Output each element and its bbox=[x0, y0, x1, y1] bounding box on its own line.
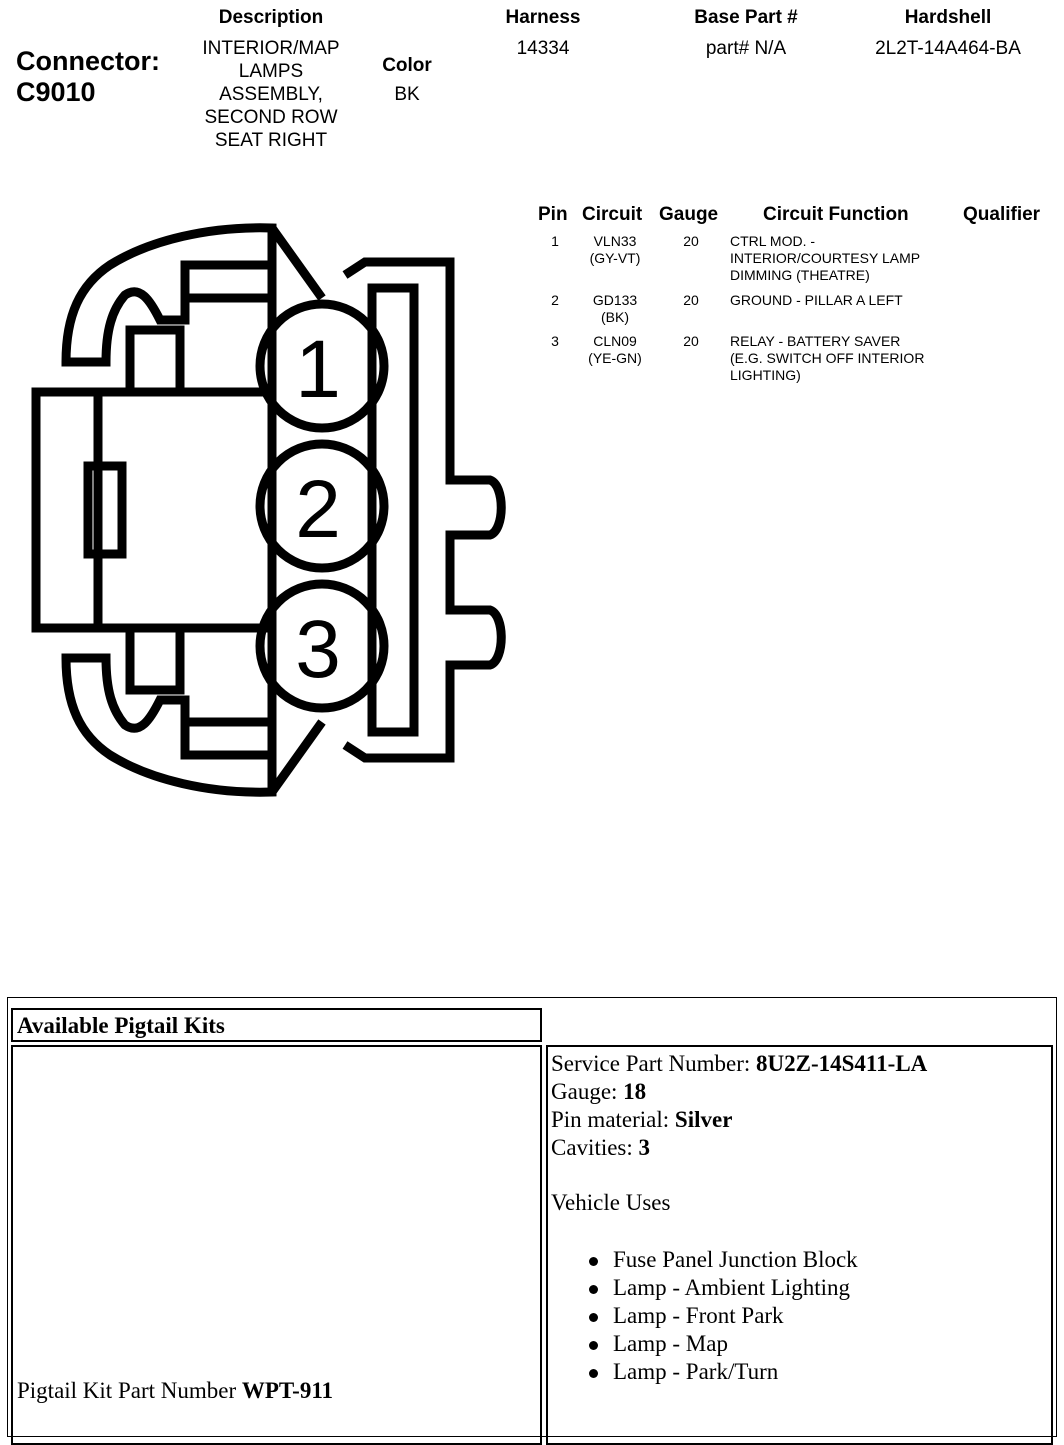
lower-lock-tab bbox=[130, 628, 180, 690]
row3-circuit bbox=[570, 333, 660, 367]
row1-function-line: INTERIOR/COURTESY LAMP bbox=[730, 250, 921, 266]
row1-circuit-line: VLN33 bbox=[593, 233, 637, 249]
pin-material-value: Silver bbox=[674, 1107, 733, 1132]
description-line: SECOND ROW bbox=[204, 107, 338, 128]
pigtail-details bbox=[548, 1047, 1051, 1386]
row1-pin: 1 bbox=[551, 233, 559, 249]
pigtail-title: Available Pigtail Kits bbox=[17, 1013, 225, 1038]
vehicle-use-text: Lamp - Park/Turn bbox=[613, 1359, 779, 1384]
row1-function-line: DIMMING (THEATRE) bbox=[730, 267, 870, 283]
pigtail-right-cell bbox=[546, 1045, 1053, 1445]
row3-function-line: RELAY - BATTERY SAVER bbox=[730, 333, 901, 349]
pin-label-1: 1 bbox=[295, 324, 341, 415]
kit-value: WPT-911 bbox=[241, 1378, 334, 1403]
description-line: INTERIOR/MAP bbox=[202, 38, 340, 59]
color-value: BK bbox=[394, 84, 420, 105]
row2-circuit-line: (BK) bbox=[601, 309, 629, 325]
col-qualifier-heading: Qualifier bbox=[963, 204, 1041, 225]
harness-value: 14334 bbox=[516, 38, 570, 59]
service-part-number bbox=[551, 1050, 1048, 1078]
row1-function bbox=[730, 233, 920, 284]
description-value bbox=[170, 37, 372, 152]
row2-gauge: 20 bbox=[683, 292, 699, 308]
gauge-line bbox=[551, 1078, 1048, 1106]
vehicle-use-item bbox=[551, 1246, 1048, 1274]
vehicle-use-text: Lamp - Front Park bbox=[613, 1303, 784, 1328]
pigtail-title-cell bbox=[11, 1008, 542, 1042]
bullet-icon bbox=[589, 1257, 598, 1266]
kit-label: Pigtail Kit Part Number bbox=[17, 1378, 242, 1403]
base-part-value: part# N/A bbox=[705, 38, 787, 59]
col-pin-heading: Pin bbox=[538, 204, 568, 225]
row3-function-line: (E.G. SWITCH OFF INTERIOR bbox=[730, 350, 925, 366]
row1-gauge: 20 bbox=[683, 233, 699, 249]
connector-diagram bbox=[0, 200, 530, 820]
pin-material-line bbox=[551, 1106, 1048, 1134]
bullet-icon bbox=[589, 1341, 598, 1350]
description-line: LAMPS bbox=[238, 61, 304, 82]
upper-lock-tab bbox=[130, 330, 180, 392]
row3-pin: 3 bbox=[551, 333, 559, 349]
hardshell-heading: Hardshell bbox=[904, 7, 992, 28]
bullet-icon bbox=[589, 1369, 598, 1378]
pigtail-kit-part-number bbox=[17, 1377, 333, 1405]
pin-label-3: 3 bbox=[295, 604, 341, 695]
bullet-icon bbox=[589, 1313, 598, 1322]
service-label: Service Part Number: bbox=[551, 1051, 757, 1076]
pin-material-label: Pin material: bbox=[551, 1107, 675, 1132]
row2-circuit bbox=[570, 292, 660, 326]
row1-circuit-line: (GY-VT) bbox=[589, 250, 641, 266]
hardshell-value: 2L2T-14A464-BA bbox=[875, 38, 1021, 59]
vehicle-use-text: Lamp - Ambient Lighting bbox=[613, 1275, 850, 1300]
cavities-label: Cavities: bbox=[551, 1135, 639, 1160]
lower-slant bbox=[272, 722, 322, 792]
connector-body bbox=[36, 392, 272, 628]
bullet-icon bbox=[589, 1285, 598, 1294]
row2-function-line: GROUND - PILLAR A LEFT bbox=[730, 292, 903, 308]
row2-circuit-line: GD133 bbox=[592, 292, 638, 308]
connector-id: C9010 bbox=[16, 77, 96, 107]
row3-gauge: 20 bbox=[683, 333, 699, 349]
vehicle-uses-list bbox=[551, 1246, 1048, 1386]
connector-label-text: Connector: bbox=[16, 46, 160, 76]
harness-heading: Harness bbox=[505, 7, 581, 28]
row3-circuit-line: CLN09 bbox=[593, 333, 637, 349]
row1-circuit bbox=[570, 233, 660, 267]
pigtail-left-cell bbox=[11, 1045, 542, 1445]
row3-circuit-line: (YE-GN) bbox=[588, 350, 642, 366]
description-line: SEAT RIGHT bbox=[214, 130, 328, 151]
vehicle-use-text: Lamp - Map bbox=[613, 1331, 728, 1356]
gauge-label: Gauge: bbox=[551, 1079, 624, 1104]
row1-function-line: CTRL MOD. - bbox=[730, 233, 816, 249]
cavities-value: 3 bbox=[638, 1135, 651, 1160]
upper-slant bbox=[272, 228, 322, 298]
col-circuit-heading: Circuit bbox=[582, 204, 643, 225]
cavities-line bbox=[551, 1134, 1048, 1162]
row3-function-line: LIGHTING) bbox=[730, 367, 801, 383]
row3-function bbox=[730, 333, 924, 384]
vehicle-use-item bbox=[551, 1274, 1048, 1302]
service-value: 8U2Z-14S411-LA bbox=[756, 1051, 928, 1076]
gauge-value: 18 bbox=[623, 1079, 647, 1104]
color-heading: Color bbox=[382, 55, 432, 76]
vehicle-use-text: Fuse Panel Junction Block bbox=[613, 1247, 858, 1272]
pin-label-2: 2 bbox=[295, 464, 341, 555]
row2-pin: 2 bbox=[551, 292, 559, 308]
vehicle-use-item bbox=[551, 1330, 1048, 1358]
connector-label bbox=[16, 46, 160, 108]
description-heading: Description bbox=[218, 7, 324, 28]
latch-slot bbox=[88, 466, 122, 554]
row2-function bbox=[730, 292, 903, 309]
col-function-heading: Circuit Function bbox=[763, 204, 909, 225]
vehicle-use-item bbox=[551, 1358, 1048, 1386]
base-part-heading: Base Part # bbox=[694, 7, 798, 28]
col-gauge-heading: Gauge bbox=[659, 204, 719, 225]
vehicle-use-item bbox=[551, 1302, 1048, 1330]
description-line: ASSEMBLY, bbox=[219, 84, 323, 105]
vehicle-uses-heading: Vehicle Uses bbox=[551, 1190, 671, 1215]
